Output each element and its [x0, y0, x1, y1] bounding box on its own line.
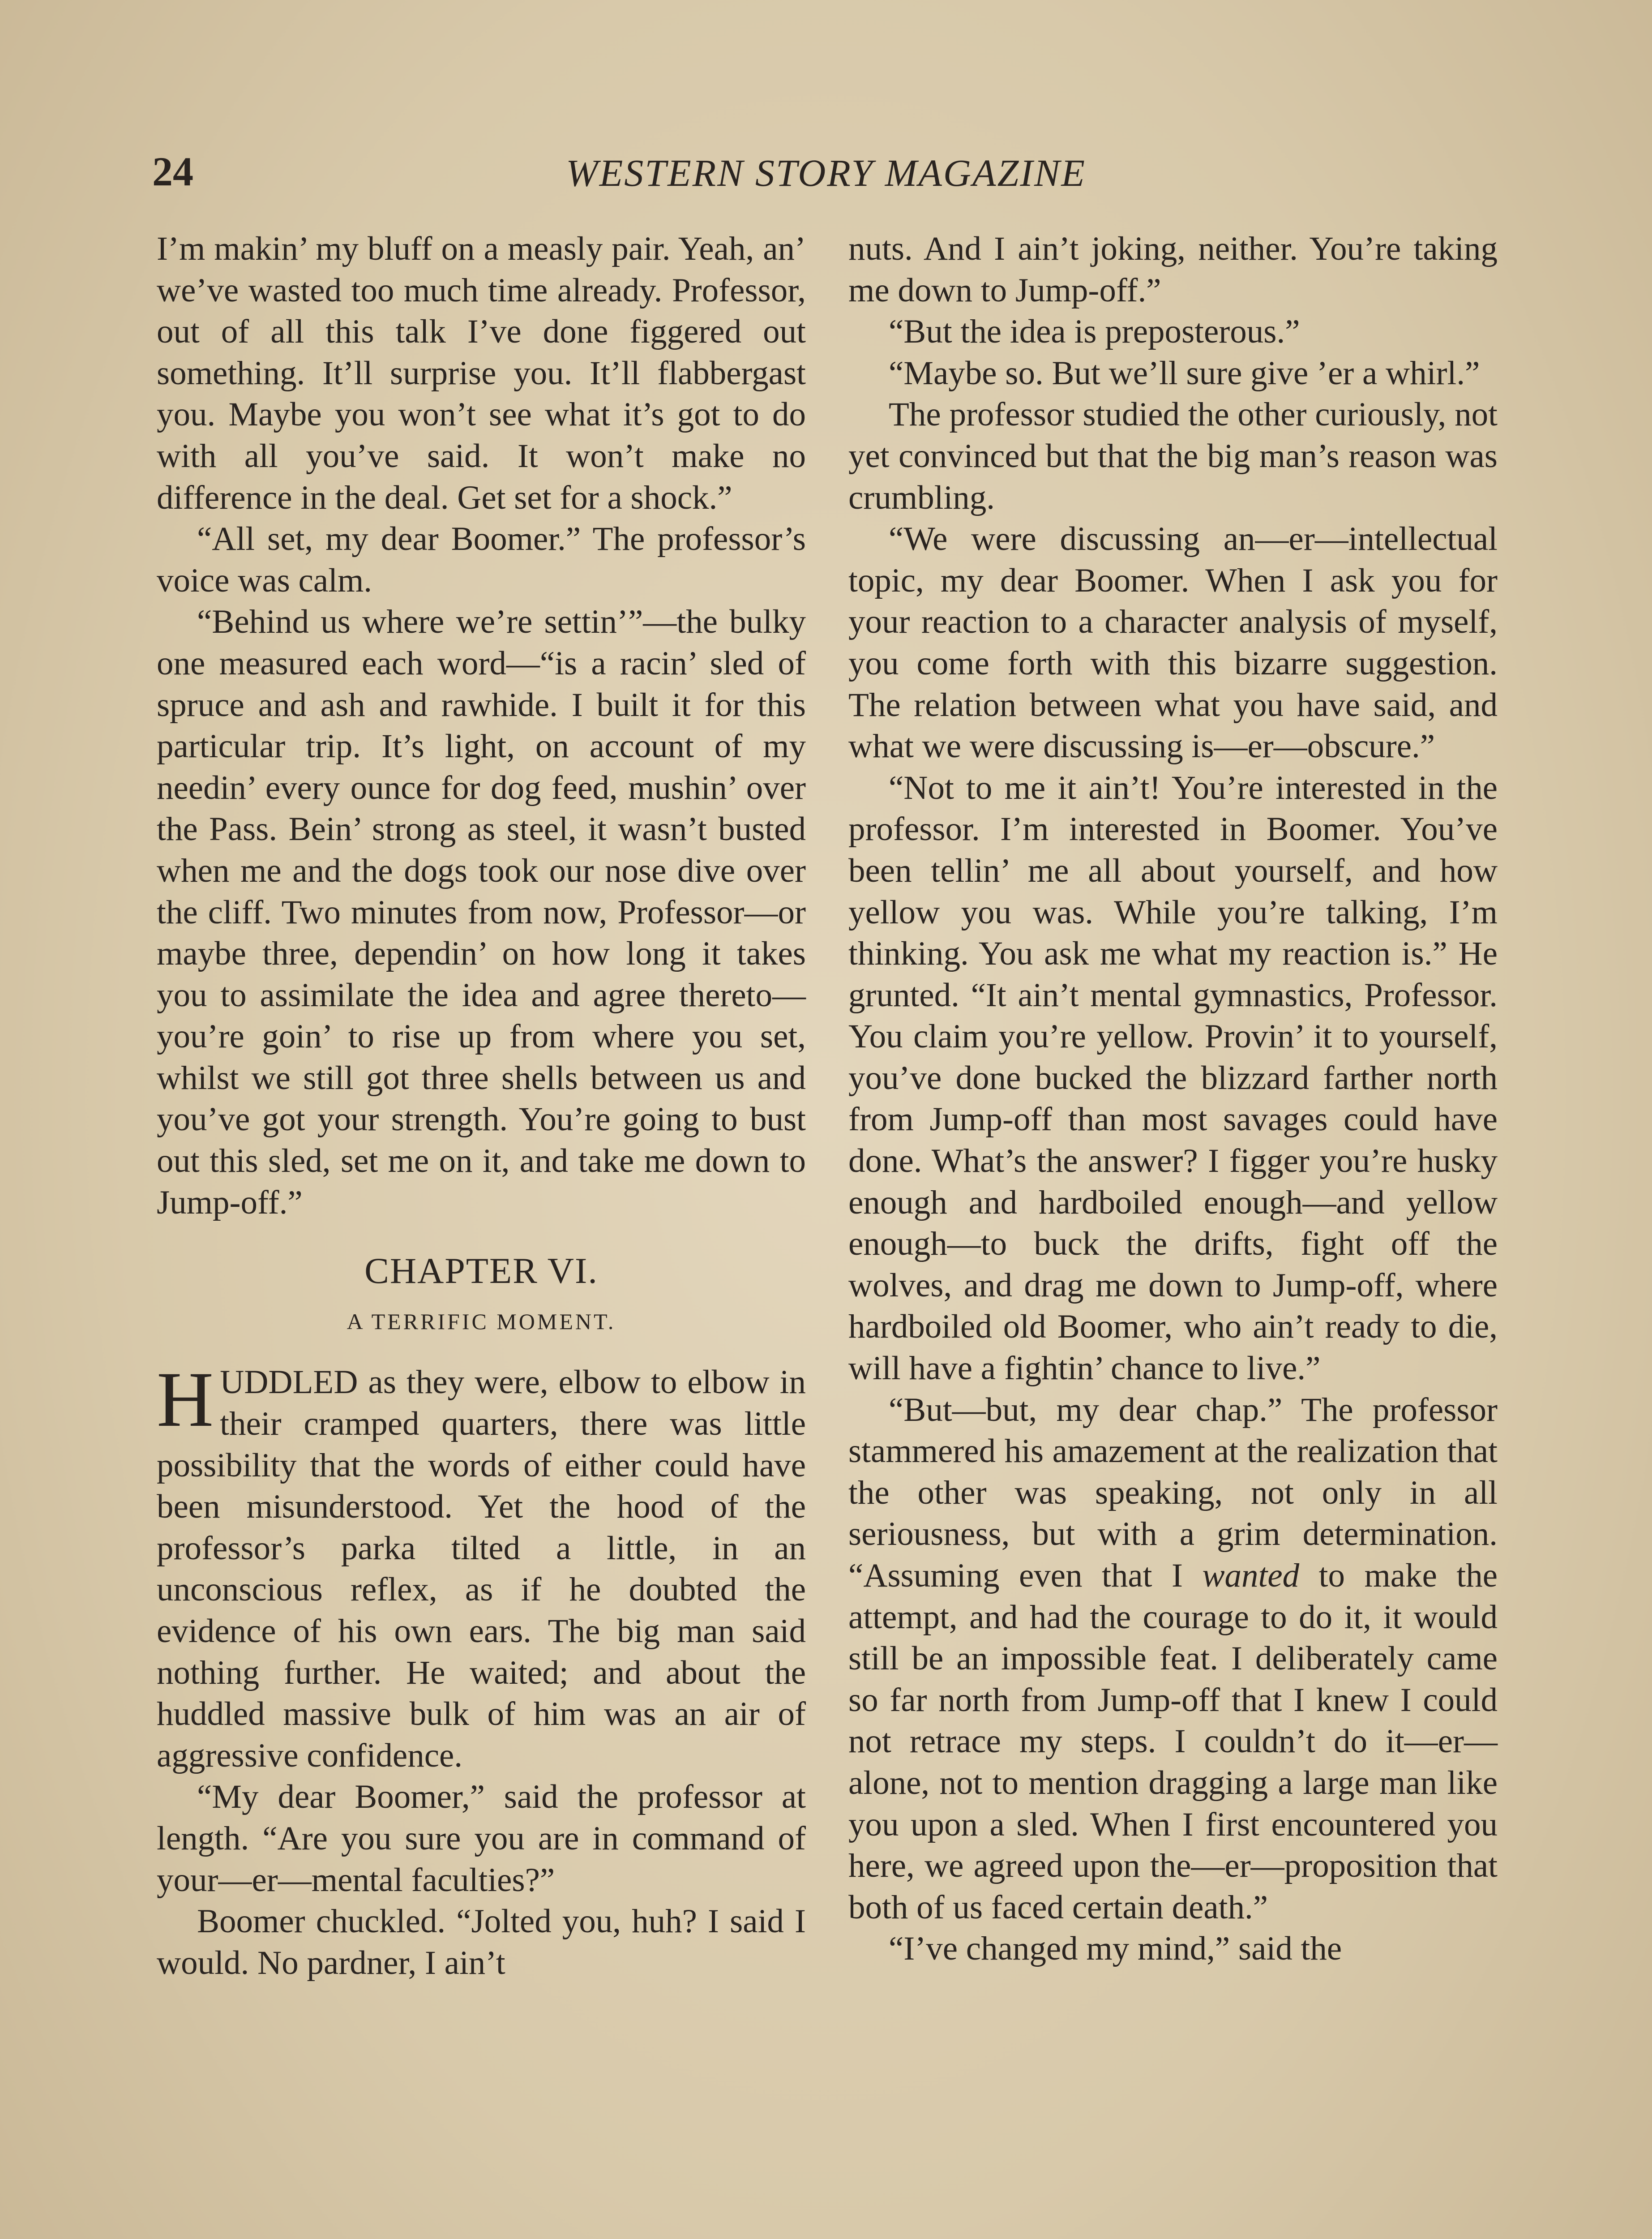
emphasis-text: wanted — [1202, 1557, 1300, 1594]
paragraph-text: UDDLED as they were, elbow to elbow in their cramped quarters, there was little possibility that the words of either could have been misunderstood. Yet the hood of the professor’s parka tilted a little, in an unconscious reflex, as if he doubted the evidence of his own ears. The big man said nothing further. He waited; and about the huddled massive bulk of him was an air of aggressive confidence. — [157, 1364, 806, 1774]
paragraph: “But the idea is preposterous.” — [889, 313, 1300, 351]
page-header — [152, 148, 1500, 202]
left-column — [157, 228, 806, 1984]
paragraph: nuts. And I ain’t joking, neither. You’re taking me down to Jump-off.” — [848, 230, 1498, 309]
paragraph: I’m makin’ my bluff on a measly pair. Yeah, an’ we’ve wasted too much time already. Professor, out of all this talk I’ve done figgered out something. It’ll surprise you. It’ll flabbergast you. Maybe you won’t see what it’s got to do with all you’ve said. It won’t make no difference in the deal. Get set for a shock.” — [157, 230, 806, 516]
paragraph-with-drop-cap — [157, 1356, 806, 1776]
paragraph: “All set, my dear Boomer.” The professor’s voice was calm. — [157, 520, 806, 599]
paragraph — [848, 1390, 1498, 1929]
chapter-title: CHAPTER VI. — [364, 1250, 598, 1291]
paragraph: “My dear Boomer,” said the professor at length. “Are you sure you are in command of your—er—mental faculties?” — [157, 1778, 806, 1899]
drop-cap: H — [157, 1356, 214, 1444]
page-number: 24 — [152, 149, 193, 194]
paragraph: “We were discussing an—er—intellectual topic, my dear Boomer. When I ask you for your reaction to a character analysis of myself, you come forth with this bizarre suggestion. The relation between what you have said, and what we were discussing is—er—obscure.” — [848, 520, 1498, 765]
running-head: WESTERN STORY MAGAZINE — [566, 151, 1086, 194]
chapter-subtitle: A TERRIFIC MOMENT. — [347, 1308, 616, 1334]
paragraph-text: “But—but, my dear chap.” The professor stammered his amazement at the realization that the other was speaking, not only in all seriousness, but with a grim determination. “Assuming even that I — [848, 1391, 1498, 1594]
paragraph: “I’ve changed my mind,” said the — [889, 1930, 1342, 1968]
paragraph: Boomer chuckled. “Jolted you, huh? I said I would. No pardner, I ain’t — [157, 1903, 806, 1982]
paragraph: The professor studied the other curiously, not yet convinced but that the big man’s reason was crumbling. — [848, 396, 1498, 516]
paragraph: “Behind us where we’re settin’”—the bulky one measured each word—“is a racin’ sled of spruce and ash and rawhide. I built it for this particular trip. It’s light, on account of my needin’ every ounce for dog feed, mushin’ over the Pass. Bein’ strong as steel, it wasn’t busted when me and the dogs took our nose dive over the cliff. Two minutes from now, Professor—or maybe three, dependin’ on how long it takes you to assimilate the idea and agree thereto—you’re goin’ to rise up from where you set, whilst we still got three shells between us and you’ve got your strength. You’re going to bust out this sled, set me on it, and take me down to Jump-off.” — [157, 603, 806, 1221]
paragraph: “Not to me it ain’t! You’re interested in the professor. I’m interested in Boomer. You’ve been tellin’ me all about yourself, and how yellow you was. While you’re talking, I’m thinking. You ask me what my reaction is.” He grunted. “It ain’t mental gymnastics, Professor. You claim you’re yellow. Provin’ it to yourself, you’ve done bucked the blizzard farther north from Jump-off than most savages could have done. What’s the answer? I figger you’re husky enough and hardboiled enough—and yellow enough—to buck the drifts, fight off the wolves, and drag me down to Jump-off, where hardboiled old Boomer, who ain’t ready to die, will have a fightin’ chance to live.” — [848, 769, 1498, 1387]
paragraph: “Maybe so. But we’ll sure give ’er a whirl.” — [889, 354, 1480, 392]
right-column — [848, 228, 1498, 1970]
paragraph-text: to make the attempt, and had the courage to do it, it would still be an impossible feat. I deliberately came so far north from Jump-off that I knew I could not retrace my steps. I couldn’t do it—er—alone, not to mention dragging a large man like you upon a sled. When I first encountered you here, we agreed upon the—er—proposition that both of us faced certain death.” — [848, 1557, 1498, 1926]
